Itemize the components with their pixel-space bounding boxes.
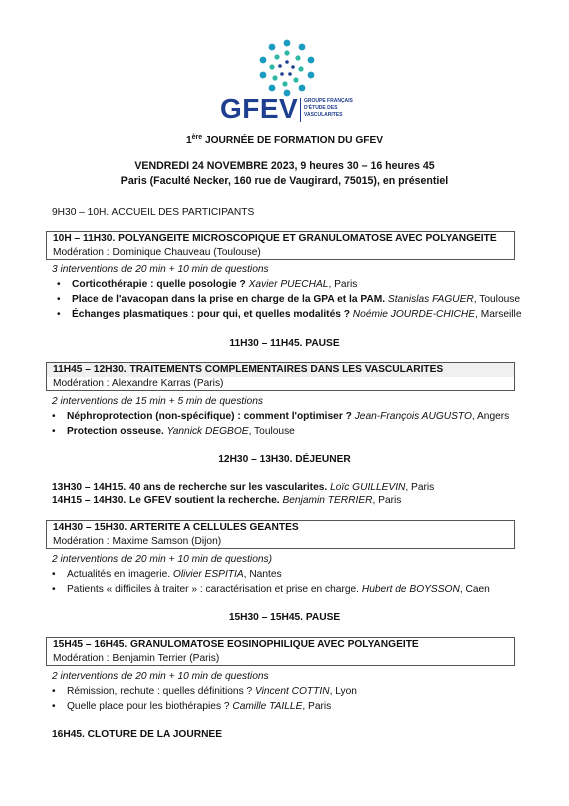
page-title: 1ère JOURNÉE DE FORMATION DU GFEV: [185, 134, 384, 146]
session-box-4: [46, 637, 515, 666]
talk-item: Échanges plasmatiques : pour qui, et quelles modalités ? Noémie JOURDE-CHICHE, Marseille: [72, 309, 522, 320]
session-moderation: Modération : Maxime Samson (Dijon): [53, 536, 222, 547]
session-title: 14H30 – 15H30. ARTERITE A CELLULES GEANTES: [53, 522, 299, 533]
welcome-slot: 9H30 – 10H. ACCUEIL DES PARTICIPANTS: [52, 207, 255, 218]
session-box-3: [46, 520, 515, 549]
talk-item: Patients « difficiles à traiter » : caractérisation et prise en charge. Hubert de BOYSSON, Caen: [67, 584, 490, 595]
session-format: 2 interventions de 20 min + 10 min de questions): [52, 554, 273, 565]
talk-item: Rémission, rechute : quelles définitions ? Vincent COTTIN, Lyon: [67, 686, 357, 697]
session-format: 2 interventions de 20 min + 10 min de questions: [52, 671, 269, 682]
session-moderation: Modération : Alexandre Karras (Paris): [53, 378, 224, 389]
session-title: 10H – 11H30. POLYANGEITE MICROSCOPIQUE ET GRANULOMATOSE AVEC POLYANGEITE: [53, 233, 497, 244]
talk-item: Néphroprotection (non-spécifique) : comment l'optimiser ? Jean-François AUGUSTO, Angers: [67, 411, 510, 422]
talk-item: Place de l'avacopan dans la prise en charge de la GPA et la PAM. Stanislas FAGUER, Toulouse: [72, 294, 521, 305]
pause-slot: 11H30 – 11H45. PAUSE: [229, 338, 340, 349]
plenary-talk: 13H30 – 14H15. 40 ans de recherche sur les vascularites. Loïc GUILLEVIN, Paris: [52, 482, 435, 493]
logo-tagline-3: VASCULARITES: [304, 112, 343, 118]
logo-tagline-1: GROUPE FRANÇAIS: [304, 98, 353, 104]
session-title: 15H45 – 16H45. GRANULOMATOSE EOSINOPHILIQUE AVEC POLYANGEITE: [53, 639, 419, 650]
logo-tagline-2: D'ÉTUDE DES: [304, 105, 338, 111]
event-date: VENDREDI 24 NOVEMBRE 2023, 9 heures 30 – 16 heures 45: [134, 160, 435, 172]
session-format: 3 interventions de 20 min + 10 min de questions: [52, 264, 269, 275]
talk-item: Quelle place pour les biothérapies ? Camille TAILLE, Paris: [67, 701, 332, 712]
talk-item: Corticothérapie : quelle posologie ? Xavier PUECHAL, Paris: [72, 279, 358, 290]
session-moderation: Modération : Dominique Chauveau (Toulouse): [53, 247, 261, 258]
logo-dots-icon: [257, 38, 317, 98]
closing-slot: 16H45. CLOTURE DE LA JOURNEE: [52, 729, 223, 740]
session-box-1: [46, 231, 515, 260]
plenary-talk: 14H15 – 14H30. Le GFEV soutient la recherche. Benjamin TERRIER, Paris: [52, 495, 402, 506]
event-place: Paris (Faculté Necker, 160 rue de Vaugirard, 75015), en présentiel: [120, 175, 449, 187]
talk-item: Protection osseuse. Yannick DEGBOE, Toulouse: [67, 426, 295, 437]
session-moderation: Modération : Benjamin Terrier (Paris): [53, 653, 220, 664]
lunch-slot: 12H30 – 13H30. DÉJEUNER: [218, 454, 351, 465]
talk-item: Actualités en imagerie. Olivier ESPITIA, Nantes: [67, 569, 282, 580]
session-format: 2 interventions de 15 min + 5 min de questions: [52, 396, 263, 407]
session-title: 11H45 – 12H30. TRAITEMENTS COMPLEMENTAIRES DANS LES VASCULARITES: [47, 363, 514, 377]
session-box-2: [46, 362, 515, 391]
logo-brand: GFEV: [220, 93, 299, 124]
pause-slot: 15H30 – 15H45. PAUSE: [228, 612, 341, 623]
gfev-logo: [220, 38, 355, 128]
